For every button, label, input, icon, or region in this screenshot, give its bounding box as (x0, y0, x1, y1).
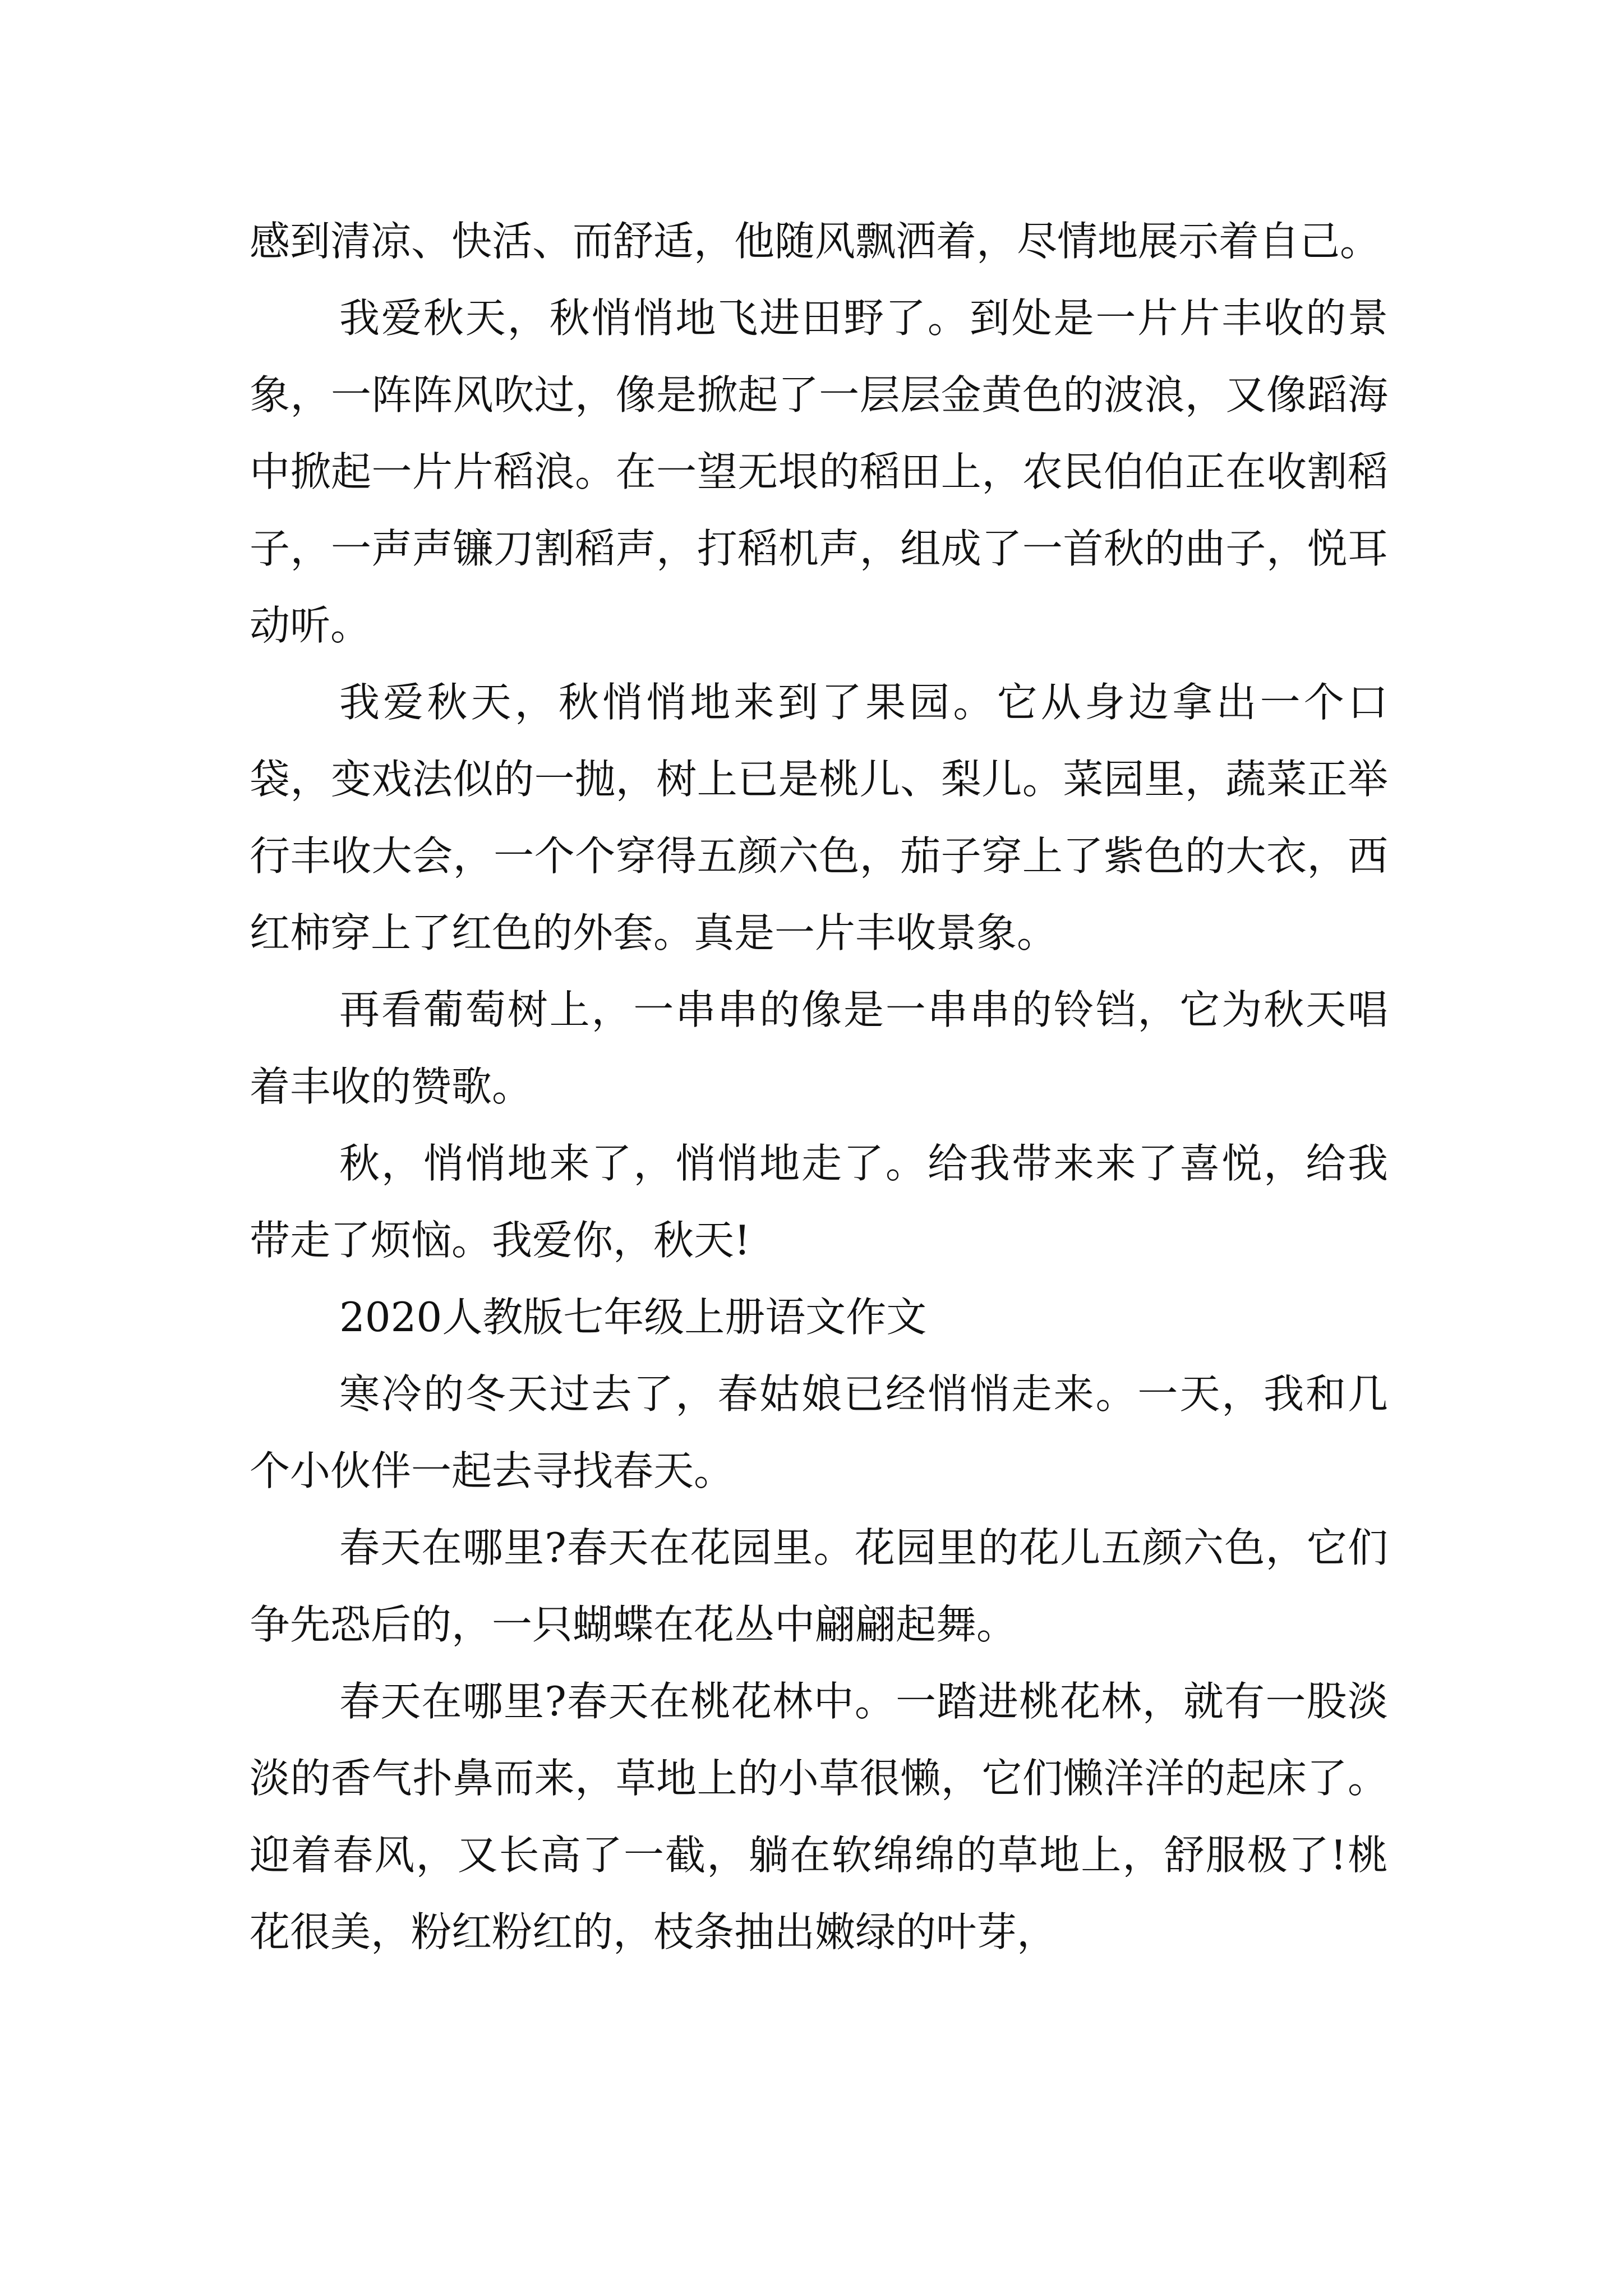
paragraph-3: 我爱秋天，秋悄悄地来到了果园。它从身边拿出一个口袋，变戏法似的一抛，树上已是桃儿、梨儿。菜园里，蔬菜正举行丰收大会，一个个穿得五颜六色，茄子穿上了紫色的大衣，西红柿穿上了红色的外套。真是一片丰收景象。 (250, 679, 1388, 956)
paragraph-8: 春天在哪里?春天在桃花林中。一踏进桃花林，就有一股淡淡的香气扑鼻而来，草地上的小草很懒，它们懒洋洋的起床了。迎着春风，又长高了一截，躺在软绵绵的草地上，舒服极了!桃花很美，粉红粉红的，枝条抽出嫩绿的叶芽， (250, 1678, 1388, 1955)
paragraph-1: 感到清凉、快活、而舒适，他随风飘洒着，尽情地展示着自己。 (250, 218, 1381, 265)
paragraph-5: 秋，悄悄地来了，悄悄地走了。给我带来来了喜悦，给我带走了烦恼。我爱你，秋天! (250, 1140, 1388, 1264)
paragraph-4: 再看葡萄树上，一串串的像是一串串的铃铛，它为秋天唱着丰收的赞歌。 (250, 986, 1388, 1110)
essay-body (250, 203, 1388, 1971)
section-title: 2020人教版七年级上册语文作文 (339, 1294, 927, 1341)
paragraph-7: 春天在哪里?春天在花园里。花园里的花儿五颜六色，它们争先恐后的，一只蝴蝶在花丛中翩翩起舞。 (250, 1524, 1388, 1648)
paragraph-2: 我爱秋天，秋悄悄地飞进田野了。到处是一片片丰收的景象，一阵阵风吹过，像是掀起了一层层金黄色的波浪，又像蹈海中掀起一片片稻浪。在一望无垠的稻田上，农民伯伯正在收割稻子，一声声镰刀割稻声，打稻机声，组成了一首秋的曲子，悦耳动听。 (250, 295, 1388, 649)
paragraph-6: 寒冷的冬天过去了，春姑娘已经悄悄走来。一天，我和几个小伙伴一起去寻找春天。 (250, 1370, 1388, 1494)
